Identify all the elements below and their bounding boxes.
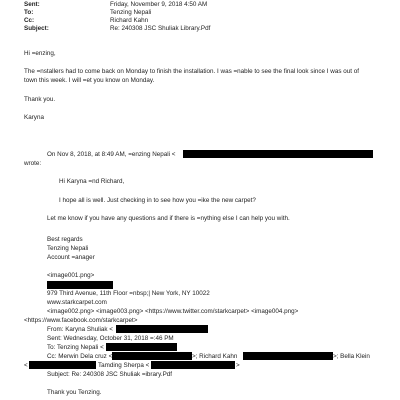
quoted-greeting: Hi Karyna =nd Richard,: [59, 178, 125, 185]
redaction-block: [243, 352, 333, 360]
fwd-to: To: Tenzing Nepali <: [47, 344, 104, 351]
reply-thanks: Thank you.: [24, 96, 56, 103]
cc-value: Richard Kahn: [110, 17, 149, 24]
redaction-block: [116, 325, 208, 333]
redaction-block: [151, 361, 235, 369]
reply-body-line1: The =nstallers had to come back on Monday to finish the installation. I was =nable to see the final look since I was out of: [24, 68, 359, 75]
quoted-on-line: On Nov 8, 2018, at 8:49 AM, =enzing Nepali <: [47, 151, 176, 158]
fwd-from: From: Karyna Shuliak <: [47, 326, 113, 333]
redaction-block: [183, 150, 373, 158]
fwd-sent: Sent: Wednesday, October 31, 2018 =:46 PM: [47, 335, 174, 342]
redaction-block: [112, 352, 192, 360]
redaction-block: [106, 343, 177, 351]
quoted-regards: Best regards: [47, 236, 83, 243]
fwd-cc-end: >; Bella Klein: [333, 353, 370, 360]
reply-signature: Karyna: [24, 114, 44, 121]
redaction-block: [47, 281, 113, 289]
to-label: To:: [24, 9, 34, 16]
reply-body-line2: town this week. I will =et you know on Monday.: [24, 77, 155, 84]
sent-value: Friday, November 9, 2018 4:50 AM: [110, 1, 208, 8]
subject-label: Subject:: [24, 25, 49, 32]
fwd-cc-start: Cc: Merwin Dela cruz <: [47, 353, 113, 360]
quoted-wrote: wrote:: [24, 160, 42, 167]
quoted-title: Account =anager: [47, 254, 95, 261]
quoted-address: 979 Third Avenue, 11th Floor =nbsp;| New York, NY 10022: [47, 290, 210, 297]
cc-label: Cc:: [24, 17, 35, 24]
quoted-body2: Let me know if you have any questions and if there is =nything else I can help you with.: [47, 215, 290, 222]
fwd-thanks: Thank you Tenzing.: [47, 389, 102, 396]
to-value: Tenzing Nepali: [110, 9, 152, 16]
fwd-cc-mid: >; Richard Kahn: [192, 353, 238, 360]
subject-value: Re: 240308 JSC Shuliak Library.Pdf: [110, 25, 211, 32]
quoted-images-line: <image002.png> <image003.png> <https://www.twitter.com/starkcarpet> <image004.png>: [47, 308, 299, 315]
quoted-image1: <image001.png>: [47, 272, 95, 279]
quoted-name: Tenzing Nepali: [47, 245, 89, 252]
quoted-body1: I hope all is well. Just checking in to see how you =ike the new carpet?: [59, 197, 256, 204]
fwd-subject: Subject: Re: 240308 JSC Shuliak =ibrary.Pdf: [47, 371, 173, 378]
reply-greeting: Hi =enzing,: [24, 50, 56, 57]
quoted-facebook: <https://www.facebook.com/starkcarpet>: [24, 317, 138, 324]
fwd-tamding: Tamding Sherpa <: [98, 362, 150, 369]
fwd-gt: >: [236, 362, 240, 369]
sent-label: Sent:: [24, 1, 40, 8]
quoted-website: www.starkcarpet.com: [47, 299, 107, 306]
redaction-block: [29, 361, 96, 369]
fwd-lt: <: [24, 362, 28, 369]
